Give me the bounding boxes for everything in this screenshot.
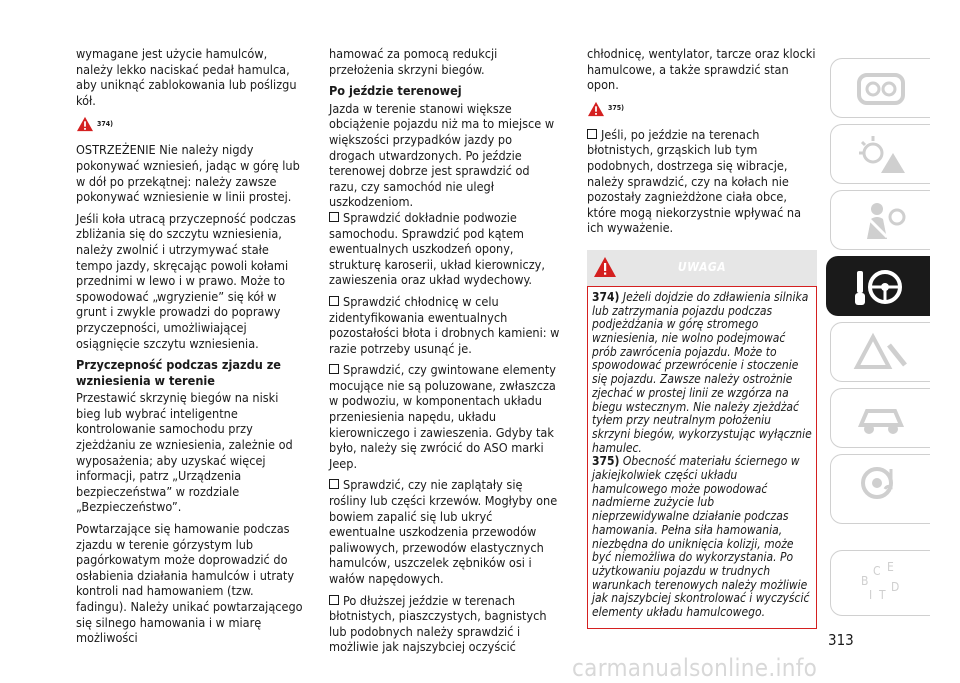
warning-number: 374) xyxy=(97,119,114,128)
svg-text:D: D xyxy=(891,580,900,594)
list-item xyxy=(329,210,561,288)
warning-box xyxy=(587,286,817,629)
list-item-text: Sprawdzić, czy gwintowane elementy mocujące nie są poluzowane, zwłaszcza w podwoziu, w komponentach układu przeniesienia napędu, układu kierowniczego i zawieszenia. Gdyby tak było, należy się zwrócić do ASO marki Jeep. xyxy=(329,362,556,471)
list-item-text: Jeśli, po jeździe na terenach błotnistych, grząskich lub tym podobnych, dostrzega się wibracje, należy sprawdzić, czy na kołach nie pozostały zagnieżdżone ciała obce, które mogą niekorzystnie wpływać na ich wyważenie. xyxy=(587,126,802,236)
svg-text:T: T xyxy=(879,588,886,602)
paragraph: wymagane jest użycie hamulców, należy lekko naciskać pedał hamulca, aby uniknąć zablokowania lub poślizgu kół. xyxy=(76,46,297,108)
warning-lights-icon xyxy=(853,133,909,177)
list-item xyxy=(329,477,561,586)
checkbox-bullet-icon xyxy=(329,364,339,374)
car-specs-icon xyxy=(853,397,909,441)
list-item-text: Sprawdzić chłodnicę w celu zidentyfikowania ewentualnych pozostałości błota i drobnych kamieni: w razie potrzeby usunąć je. xyxy=(329,293,560,356)
paragraph: hamować za pomocą redukcji przełożenia skrzyni biegów. xyxy=(329,46,498,77)
seatbelt-airbag-icon xyxy=(853,199,909,243)
list-item-text: Po dłuższej jeździe w terenach błotnistych, piaszczystych, bagnistych lub podobnych należy sprawdzić i możliwie jak najszybciej oczyścić xyxy=(329,592,547,655)
text-column-3 xyxy=(587,46,817,629)
paragraph: Przestawić skrzynię biegów na niski bieg lub wybrać inteligentne kontrolowanie samochodu przy zjeżdżaniu ze wzniesienia, zależnie od wyposażenia; aby uzyskać więcej informacji, patrz „Urządzenia bezpieczeństwa” w rozdziale „Bezpieczeństwo”. xyxy=(76,390,293,515)
text-column-2 xyxy=(329,46,561,661)
warning-number: 375) xyxy=(608,103,625,112)
list-item xyxy=(329,593,561,655)
note-text: Jeżeli dojdzie do zdławienia silnika lub zatrzymania pojazdu podczas podjeżdżania w górę stromego wzniesienia, nie wolno podejmować prób zawrócenia pojazdu. Może to spowodować przewrócenie i stoczenie się pojazdu. Zawsze należy ostrożnie zjechać w prostej linii ze wzgórza na biegu wstecznym. Nie należy zjeżdżać tyłem przy neutralnym położeniu skrzyni biegów, wykorzystując wyłącznie hamulec. xyxy=(592,289,812,455)
svg-text:C: C xyxy=(873,564,881,578)
paragraph: chłodnicę, wentylator, tarcze oraz klocki hamulcowe, a także sprawdzić stan opon. xyxy=(587,46,816,93)
list-item-text: Sprawdzić dokładnie podwozie samochodu. Sprawdzić pod kątem ewentualnych uszkodzeń opony, strukturę karoserii, układ kierowniczy, zawieszenia oraz układ wydechowy. xyxy=(329,209,545,288)
checkbox-bullet-icon xyxy=(329,296,339,306)
paragraph: OSTRZEŻENIE Nie należy nigdy pokonywać wzniesień, jadąc w górę lub w dół po przekątnej: należy zawsze pokonywać wzniesienie w linii prostej. xyxy=(76,142,300,205)
section-heading: Po jeździe terenowej xyxy=(329,83,462,99)
list-item xyxy=(587,127,817,236)
paragraph: Jeśli koła utracą przyczepność podczas zbliżania się do szczytu wzniesienia, należy zwolnić i utrzymywać stałe tempo jazdy, skręcając powoli kołami przednimi w lewo i w prawo. Może to spowodować „wgryzienie” się kół w grunt i zwykle prowadzi do poprawy przyczepności, umożliwiającej osiągnięcie szczytu wzniesienia. xyxy=(76,210,296,351)
media-navigation-icon xyxy=(853,463,909,507)
index-letters-icon xyxy=(853,559,909,603)
warning-box-title: UWAGA xyxy=(677,260,727,275)
note-number: 374) xyxy=(592,289,620,304)
warning-note xyxy=(592,291,812,455)
text-column-1 xyxy=(76,46,306,652)
list-item xyxy=(329,362,561,471)
svg-text:B: B xyxy=(861,574,869,588)
warning-reference xyxy=(587,99,817,119)
warning-triangle-wrench-icon xyxy=(853,331,909,375)
svg-text:E: E xyxy=(887,560,894,574)
warning-note xyxy=(592,455,812,619)
list-item-text: Sprawdzić, czy nie zaplątały się rośliny lub części krzewów. Mogłyby one bowiem zapalić się lub ukryć ewentualne uszkodzenia przewodów paliwowych, przewodów elastycznych hamulców, uszczelek zębników osi i wałów napędowych. xyxy=(329,477,558,586)
car-dashboard-icon xyxy=(853,67,909,111)
tab-multimedia[interactable] xyxy=(830,454,930,524)
checkbox-bullet-icon xyxy=(329,595,339,605)
tab-warning-lights[interactable] xyxy=(830,124,930,184)
page-number: 313 xyxy=(828,631,854,649)
watermark-text: carmanualsonline.info xyxy=(572,654,818,682)
note-text: Obecność materiału ściernego w jakiejkolwiek części układu hamulcowego może powodować nadmierne zużycie lub nieprzewidywalne działanie podczas hamowania. Pełna siła hamowania, niezbędna do uniknięcia kolizji, może być niemożliwa do wykorzystania. Po użytkowaniu pojazdu w trudnych warunkach terenowych należy możliwie jak najszybciej skontrolować i wyczyścić elementy układu hamulcowego. xyxy=(592,454,810,620)
warning-reference xyxy=(76,114,306,134)
tab-safety[interactable] xyxy=(830,190,930,250)
checkbox-bullet-icon xyxy=(329,479,339,489)
section-heading: Przyczepność podczas zjazdu ze wzniesienia w terenie xyxy=(76,357,281,388)
key-steering-wheel-icon xyxy=(849,265,905,309)
note-number: 375) xyxy=(592,454,620,469)
svg-text:I: I xyxy=(869,588,873,602)
paragraph: Powtarzające się hamowanie podczas zjazdu w terenie górzystym lub pagórkowatym może doprowadzić do osłabienia działania hamulców i utraty kontroli nad hamowaniem (tzw. fadingu). Należy unikać powtarzającego się silnego hamowania i w miarę możliwości xyxy=(76,521,303,646)
tab-emergency[interactable] xyxy=(830,322,930,382)
checkbox-bullet-icon xyxy=(587,129,597,139)
tab-index[interactable] xyxy=(830,550,930,616)
paragraph: Jazda w terenie stanowi większe obciążenie pojazdu niż ma to miejsce w większości przypadków jazdy po drogach utwardzonych. Po jeździe terenowej dobrze jest sprawdzić od razu, czy samochód nie uległ uszkodzeniom. xyxy=(329,100,555,210)
warning-triangle-icon xyxy=(76,116,94,132)
warning-triangle-icon xyxy=(587,101,605,117)
tab-maintenance[interactable] xyxy=(830,388,930,448)
warning-box-header xyxy=(587,250,817,286)
list-item xyxy=(329,294,561,356)
tab-starting-driving[interactable] xyxy=(826,256,930,316)
checkbox-bullet-icon xyxy=(329,212,339,222)
tab-dashboard[interactable] xyxy=(830,58,930,118)
